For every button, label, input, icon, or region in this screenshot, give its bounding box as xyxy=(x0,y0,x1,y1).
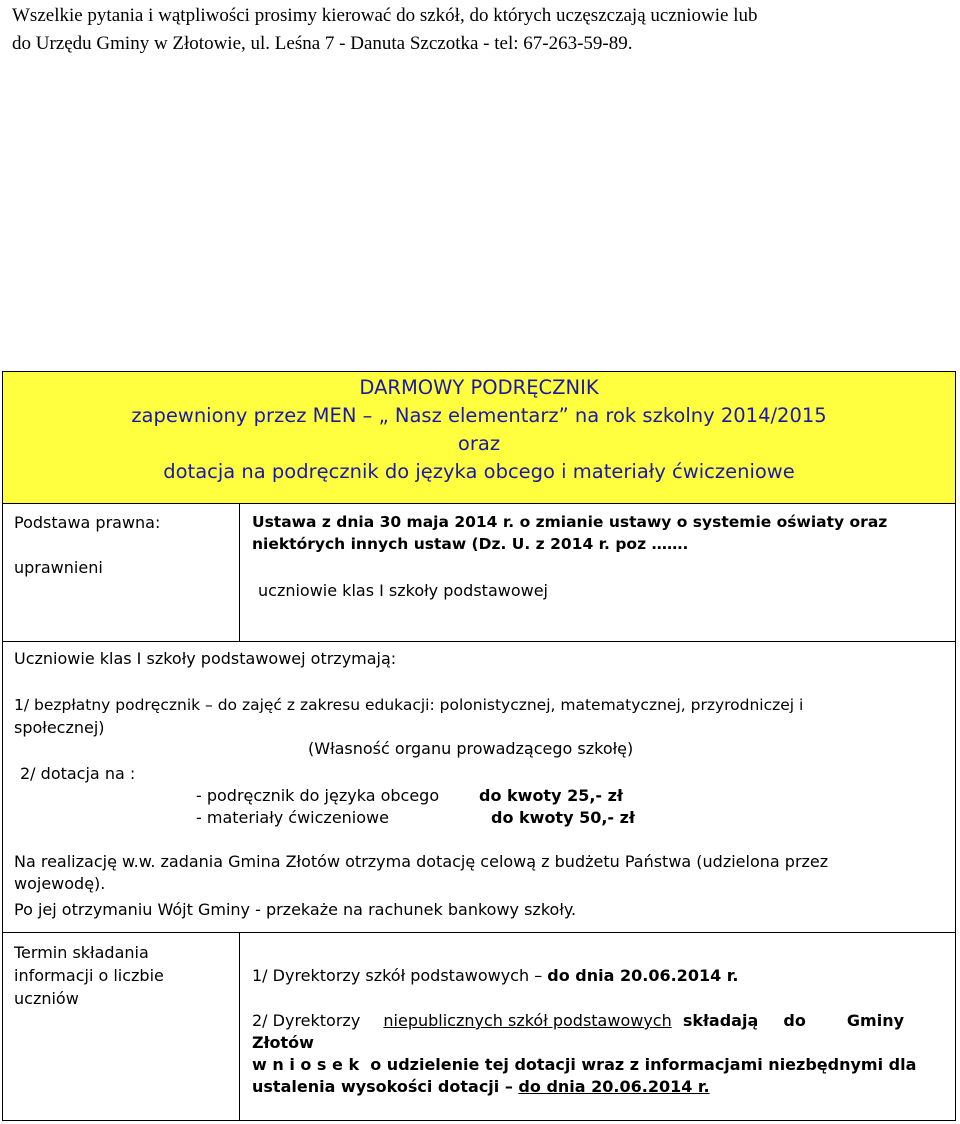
divider-horizontal xyxy=(2,641,955,642)
deadline-final-line xyxy=(252,1075,710,1098)
deadline-label-line3: uczniów xyxy=(14,989,79,1008)
banner-subtitle: zapewniony przez MEN – „ Nasz elementarz” na rok szkolny 2014/2015 xyxy=(131,404,827,427)
funding-line2: wojewodę). xyxy=(14,874,106,893)
deadline-application-word: w n i o s e k xyxy=(252,1055,360,1074)
contact-note-line1: Wszelkie pytania i wątpliwości prosimy kierować do szkół, do których uczęszczają uczniowie lub xyxy=(12,5,758,26)
deadline-private-e: Gminy xyxy=(846,1011,905,1030)
deadline-label-line1: Termin składania xyxy=(14,943,149,962)
benefit-sub2-label: - materiały ćwiczeniowe xyxy=(196,808,389,827)
benefit-item2: 2/ dotacja na : xyxy=(20,764,136,783)
funding-line1: Na realizację w.w. zadania Gmina Złotów otrzyma dotację celową z budżetu Państwa (udzielona przez xyxy=(14,852,829,871)
contact-note xyxy=(12,2,956,58)
banner xyxy=(2,371,956,504)
deadline-private-line1 xyxy=(252,1009,904,1032)
benefit-sub2-amount: do kwoty 50,- zł xyxy=(491,808,635,827)
deadline-application-text: o udzielenie tej dotacji wraz z informacjami niezbędnymi dla xyxy=(370,1055,917,1074)
eligible-label: uprawnieni xyxy=(14,558,103,577)
benefit-sub1-label: - podręcznik do języka obcego xyxy=(196,786,440,805)
deadline-label-line2: informacji o liczbie xyxy=(14,966,164,985)
deadline-application-line xyxy=(252,1053,916,1076)
divider-vertical-2 xyxy=(239,933,240,1120)
divider-horizontal-2 xyxy=(2,932,955,933)
deadline-public-date: do dnia 20.06.2014 r. xyxy=(547,966,739,985)
deadline-final-date: do dnia 20.06.2014 r. xyxy=(518,1077,710,1096)
benefits-intro: Uczniowie klas I szkoły podstawowej otrzymają: xyxy=(14,649,397,668)
deadline-public-text: 1/ Dyrektorzy szkół podstawowych – xyxy=(252,966,548,985)
legal-basis-line2: niektórych innych ustaw (Dz. U. z 2014 r. poz ……. xyxy=(252,535,689,553)
legal-basis-line1: Ustawa z dnia 30 maja 2014 r. o zmianie ustawy o systemie oświaty oraz xyxy=(252,513,888,531)
eligible-value: uczniowie klas I szkoły podstawowej xyxy=(258,581,548,600)
deadline-private-f: Złotów xyxy=(252,1033,314,1052)
deadline-private-b: niepublicznych szkół podstawowych xyxy=(383,1011,672,1030)
deadline-private-a: 2/ Dyrektorzy xyxy=(252,1011,361,1030)
benefit-item1-line2: społecznej) xyxy=(14,718,105,737)
deadline-private-d: do xyxy=(783,1011,806,1030)
benefit-item1-note: (Własność organu prowadzącego szkołę) xyxy=(308,739,634,758)
legal-basis-label: Podstawa prawna: xyxy=(14,513,161,532)
transfer-note: Po jej otrzymaniu Wójt Gminy - przekaże na rachunek bankowy szkoły. xyxy=(14,900,577,919)
banner-oraz: oraz xyxy=(457,432,501,455)
divider-vertical xyxy=(239,503,240,642)
banner-dotation: dotacja na podręcznik do języka obcego i materiały ćwiczeniowe xyxy=(163,460,795,483)
deadline-private-c: składają xyxy=(682,1011,759,1030)
banner-title: DARMOWY PODRĘCZNIK xyxy=(359,376,599,399)
benefit-item1-line1: 1/ bezpłatny podręcznik – do zajęć z zakresu edukacji: polonistycznej, matematycznej, przyrodniczej i xyxy=(14,696,804,714)
benefit-sub1-amount: do kwoty 25,- zł xyxy=(479,786,623,805)
contact-note-line2: do Urzędu Gminy w Złotowie, ul. Leśna 7 - Danuta Szczotka - tel: 67-263-59-89. xyxy=(12,33,633,54)
deadline-public-schools xyxy=(252,964,738,987)
deadline-final-text: ustalenia wysokości dotacji – xyxy=(252,1077,519,1096)
